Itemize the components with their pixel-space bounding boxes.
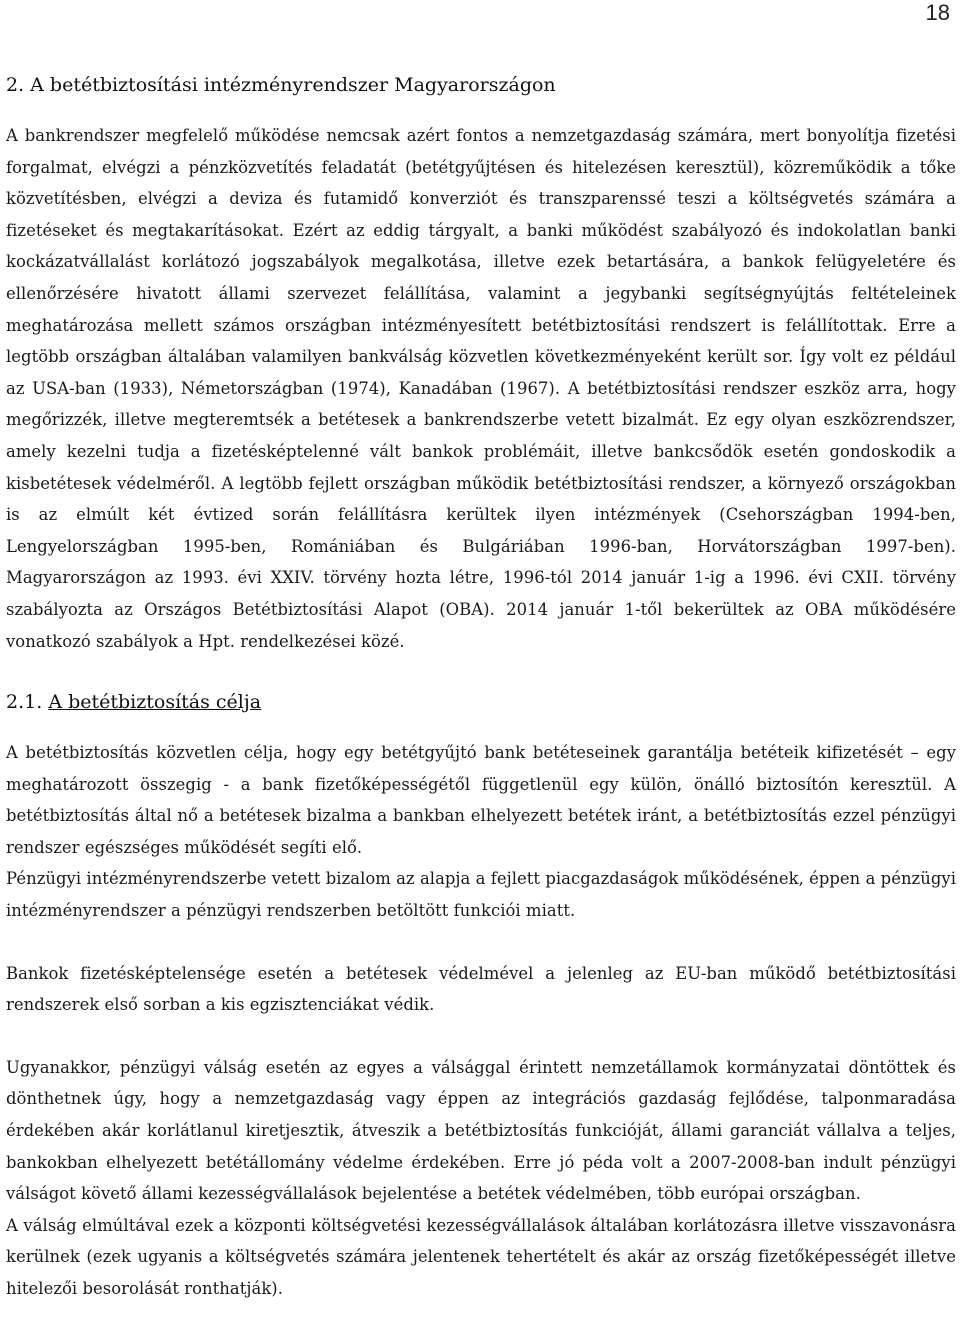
subsection-number: 2.1. bbox=[6, 691, 43, 714]
subsection-paragraph-5: A válság elmúltával ezek a központi költségvetési kezességvállalások általában korlátozásra illetve visszavonásra kerülnek (ezek ugyanis a költségvetés számára jelentenek tehertételt és akár az ország fizetőképességét illetve hitelezői besorolását ronthatják). bbox=[6, 1215, 956, 1298]
section-title: 2. A betétbiztosítási intézményrendszer Magyarországon bbox=[6, 74, 556, 96]
subsection-paragraph-1: A betétbiztosítás közvetlen célja, hogy egy betétgyűjtó bank betéteseinek garantálja betéteik kifizetését – egy meghatározott összegig - a bank fizetőképességétől függetlenül egy külön, önálló biztosítón keresztül. A betétbiztosítás által nő a betétesek bizalma a bankban elhelyezett betétek iránt, a betétbiztosítás ezzel pénzügyi rendszer egészséges működését segíti elő. bbox=[6, 743, 956, 857]
subsection-paragraph-4: Ugyanakkor, pénzügyi válság esetén az egyes a válsággal érintett nemzetállamok kormányzatai döntöttek és dönthetnek úgy, hogy a nemzetgazdaság vagy éppen az integrációs gazdaság fejlődése, talponmaradása érdekében akár korlátlanul kiretjesztik, átveszik a betétbiztosítás funkcióját, állami garanciát vállalva a teljes, bankokban elhelyezett betétállomány védelme érdekében. Erre jó péda volt a 2007-2008-ban indult pénzügyi válságot követő állami kezességvállalások bejelentése a betétek védelmében, több európai országban. bbox=[6, 1057, 956, 1204]
page-number: 18 bbox=[925, 0, 950, 25]
section-paragraph-1: A bankrendszer megfelelő működése nemcsak azért fontos a nemzetgazdaság számára, mert bonyolítja fizetési forgalmat, elvégzi a pénzközvetítés feladatát (betétgyűjtésen és hitelezésen keresztül), közreműködik a tőke közvetítésben, elvégzi a deviza és futamidő konverziót és transzparenssé teszi a költségvetés számára a fizetéseket és megtakarításokat. Ezért az eddig tárgyalt, a banki működést szabályozó és indokolatlan banki kockázatvállalást korlátozó jogszabályok megalkotása, illetve ezek betartására, a bankok felügyeletére és ellenőrzésére hivatott állami szervezet felállítása, valamint a jegybanki segítségnyújtás feltételeinek meghatározása mellett számos országban intézményesített betétbiztosítási rendszert is felállítottak. Erre a legtöbb országban általában valamilyen bankválság közvetlen következményeként került sor. Így volt ez például az USA-ban (1933), Németországban (1974), Kanadában (1967). A betétbiztosítási rendszer eszköz arra, hogy megőrizzék, illetve megteremtsék a betétesek a bankrendszerbe vetett bizalmát. Ez egy olyan eszközrendszer, amely kezelni tudja a fizetésképtelenné vált bankok problémáit, illetve bankcsődök esetén gondoskodik a kisbetétesek védelméről. A legtöbb fejlett országban működik betétbiztosítási rendszer, a környező országokban is az elmúlt két évtized során felállításra kerültek ilyen intézmények (Csehországban 1994-ben, Lengyelországban 1995-ben, Romániában és Bulgáriában 1996-ban, Horvátországban 1997-ben). Magyarországon az 1993. évi XXIV. törvény hozta létre, 1996-tól 2014 január 1-ig a 1996. évi CXII. törvény szabályozta az Országos Betétbiztosítási Alapot (OBA). 2014 január 1-től bekerültek az OBA működésére vonatkozó szabályok a Hpt. rendelkezései közé. bbox=[6, 126, 956, 651]
subsection-paragraph-2: Pénzügyi intézményrendszerbe vetett bizalom az alapja a fejlett piacgazdaságok működésének, éppen a pénzügyi intézményrendszer a pénzügyi rendszerben betöltött funkciói miatt. bbox=[6, 869, 956, 921]
page-content bbox=[6, 70, 956, 1305]
subsection-paragraph-3: Bankok fizetésképtelensége esetén a betétesek védelmével a jelenleg az EU-ban működő betétbiztosítási rendszerek első sorban a kis egzisztenciákat védik. bbox=[6, 963, 956, 1015]
subsection-heading bbox=[6, 687, 956, 717]
subsection-title: A betétbiztosítás célja bbox=[48, 691, 262, 714]
